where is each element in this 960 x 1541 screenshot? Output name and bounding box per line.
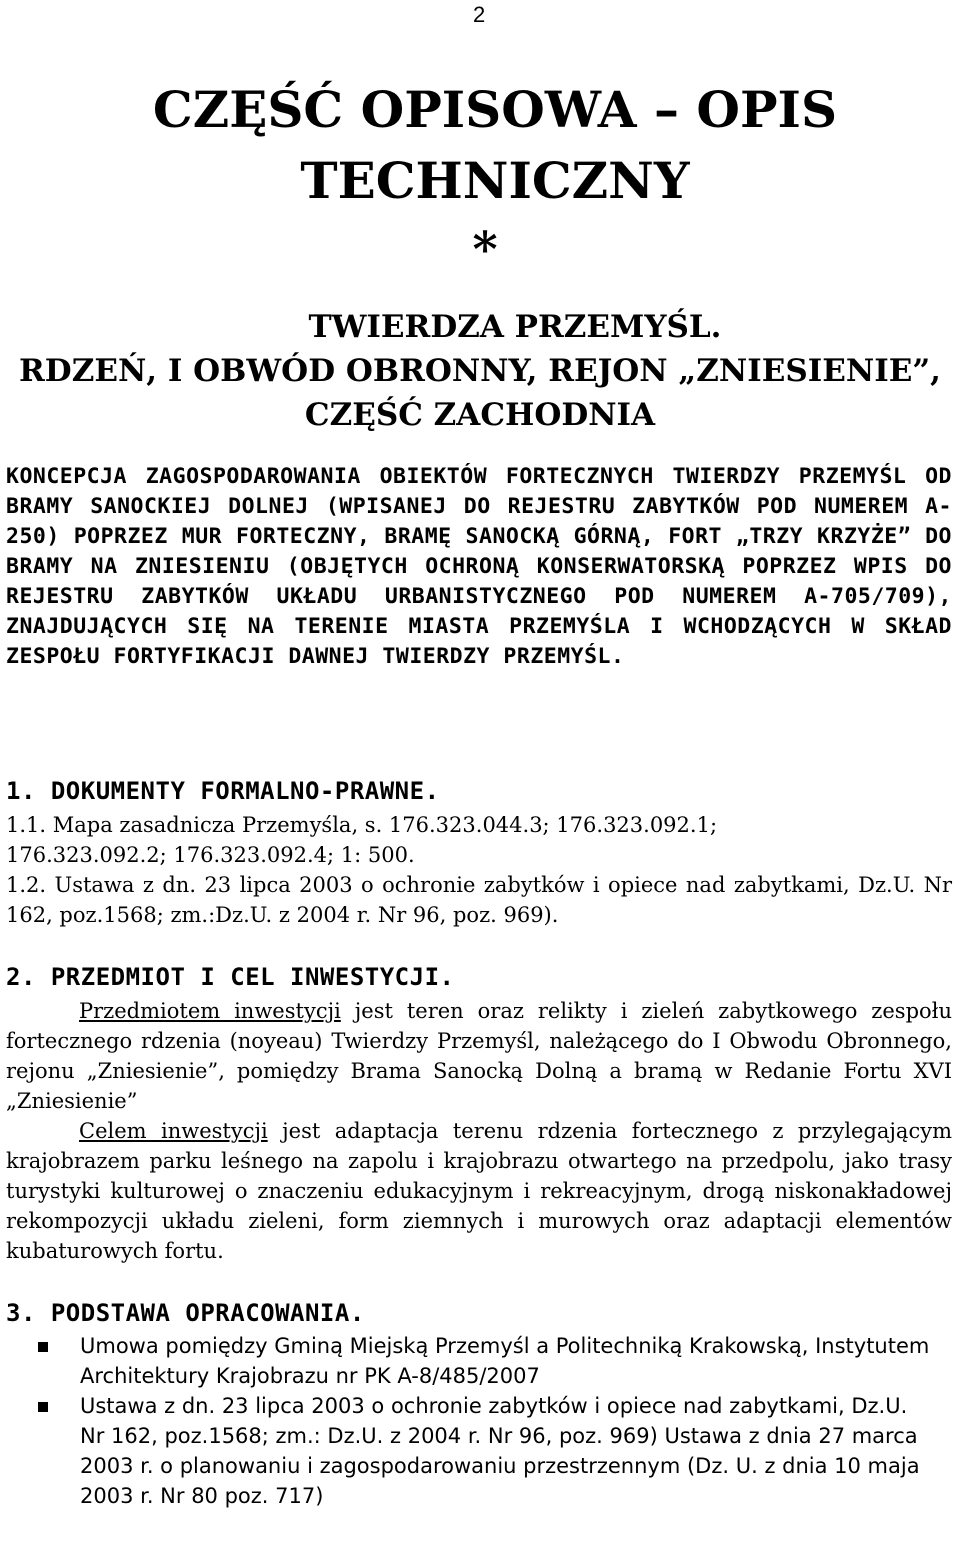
goal-label: Celem inwestycji bbox=[79, 1119, 268, 1143]
title-star: * bbox=[472, 222, 498, 278]
section2-paragraph2 bbox=[6, 1116, 952, 1266]
subtitle bbox=[0, 305, 960, 437]
section2-paragraph1 bbox=[6, 996, 952, 1116]
subject-text: jest teren oraz relikty i zieleń zabytkowego zespołu fortecznego rdzenia (noyeau) Twierdzy Przemyśl, należącego do I Obwodu Obronnego, rejonu „Zniesienie”, pomiędzy Brama Sanocką Dolną a bramą w Redanie Fortu XVI „Zniesienie” bbox=[6, 999, 952, 1113]
list-item-text: Ustawa z dn. 23 lipca 2003 o ochronie zabytków i opiece nad zabytkami, Dz.U. Nr 162, poz.1568; zm.: Dz.U. z 2004 r. Nr 96, poz. 969) Ustawa z dnia 27 marca 2003 r. o planowaniu i zagospodarowaniu przestrzennym (Dz. U. z dnia 10 maja 2003 r. Nr 80 poz. 717) bbox=[80, 1394, 920, 1508]
subtitle-line3: CZĘŚĆ ZACHODNIA bbox=[304, 397, 656, 433]
page-title-line1: CZĘŚĆ OPISOWA – OPIS bbox=[152, 80, 838, 139]
goal-text: jest adaptacja terenu rdzenia fortecznego z przylegającym krajobrazem parku leśnego na zapolu i krajobrazu otwartego na przedpolu, jako trasy turystyki kulturowej o znaczeniu edukacyjnym i rekreacyjnym, drogą niskonakładowej rekompozycji układu zieleni, form ziemnych i murowych oraz adaptacji elementów kubaturowych fortu. bbox=[6, 1119, 952, 1263]
section1-item1-line1: 1.1. Mapa zasadnicza Przemyśla, s. 176.323.044.3; 176.323.092.1; bbox=[6, 813, 718, 837]
subtitle-line1: TWIERDZA PRZEMYŚL. bbox=[308, 309, 722, 345]
page-number: 2 bbox=[473, 2, 486, 27]
concept-description: KONCEPCJA ZAGOSPODAROWANIA OBIEKTÓW FORTECZNYCH TWIERDZY PRZEMYŚL OD BRAMY SANOCKIEJ DOLNEJ (WPISANEJ DO REJESTRU ZABYTKÓW POD NUMEREM A-250) POPRZEZ MUR FORTECZNY, BRAMĘ SANOCKĄ GÓRNĄ, FORT „TRZY KRZYŻE” DO BRAMY NA ZNIESIENIU (OBJĘTYCH OCHRONĄ KONSERWATORSKĄ POPRZEZ WPIS DO REJESTRU ZABYTKÓW UKŁADU URBANISTYCZNEGO POD NUMEREM A-705/709), ZNAJDUJĄCYCH SIĘ NA TERENIE MIASTA PRZEMYŚLA I WCHODZĄCYCH W SKŁAD ZESPOŁU FORTYFIKACJI DAWNEJ TWIERDZY PRZEMYŚL. bbox=[6, 464, 952, 669]
subject-label: Przedmiotem inwestycji bbox=[79, 999, 341, 1023]
page-title bbox=[0, 74, 960, 216]
section1-item1-line2: 176.323.092.2; 176.323.092.4; 1: 500. bbox=[6, 843, 415, 867]
square-bullet-icon bbox=[38, 1402, 48, 1412]
basis-list bbox=[30, 1331, 930, 1511]
square-bullet-icon bbox=[38, 1342, 48, 1352]
section1-item2: 1.2. Ustawa z dn. 23 lipca 2003 o ochronie zabytków i opiece nad zabytkami, Dz.U. Nr 162, poz.1568; zm.:Dz.U. z 2004 r. Nr 96, poz. 969). bbox=[6, 873, 952, 927]
list-item bbox=[30, 1331, 930, 1391]
subtitle-line2: RDZEŃ, I OBWÓD OBRONNY, REJON „ZNIESIENIE”, bbox=[19, 353, 941, 389]
section3-heading: 3. PODSTAWA OPRACOWANIA. bbox=[6, 1299, 365, 1327]
section2-heading: 2. PRZEDMIOT I CEL INWESTYCJI. bbox=[6, 963, 455, 991]
section1-heading: 1. DOKUMENTY FORMALNO-PRAWNE. bbox=[6, 777, 440, 805]
section1-item1 bbox=[6, 810, 952, 870]
list-item bbox=[30, 1391, 930, 1511]
list-item-text: Umowa pomiędzy Gminą Miejską Przemyśl a Politechniką Krakowską, Instytutem Architektury Krajobrazu nr PK A-8/485/2007 bbox=[80, 1334, 930, 1388]
page-title-line2: TECHNICZNY bbox=[300, 151, 690, 210]
